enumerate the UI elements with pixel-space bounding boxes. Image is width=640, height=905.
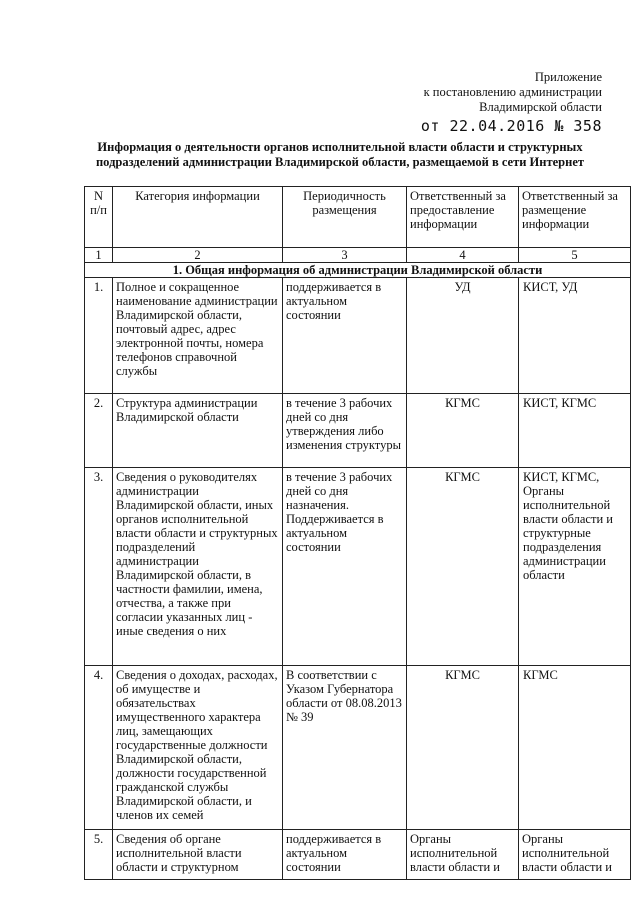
appendix-label: Приложение: [534, 70, 602, 84]
row-placement: КИСТ, КГМС: [519, 394, 631, 468]
decree-date: от 22.04.2016 № 358: [420, 117, 602, 135]
column-number-row: [85, 248, 631, 263]
row-period: поддерживается в актуальном состоянии: [283, 830, 407, 880]
col-number: 4: [407, 248, 519, 263]
table-row: [85, 666, 631, 830]
row-num: 5.: [85, 830, 113, 880]
table-header-row: [85, 187, 631, 248]
col-number: 1: [85, 248, 113, 263]
row-category: Сведения об органе исполнительной власти области и структурном: [113, 830, 283, 880]
header-num: N п/п: [85, 187, 113, 248]
col-number: 3: [283, 248, 407, 263]
row-num: 4.: [85, 666, 113, 830]
table-row: [85, 830, 631, 880]
info-table: [84, 186, 631, 880]
row-category: Сведения о доходах, расходах, об имуществе и обязательствах имущественного характера лиц, замещающих государственные должности Владимирской области, должности государственной гражданской службы Владимирской области, и членов их семей: [113, 666, 283, 830]
title-line-2: подразделений администрации Владимирской области, размещаемой в сети Интернет: [95, 155, 585, 169]
row-period: в течение 3 рабочих дней со дня утверждения либо изменения структуры: [283, 394, 407, 468]
appendix-decree: к постановлению администрации: [423, 85, 602, 99]
row-period: поддерживается в актуальном состоянии: [283, 278, 407, 394]
row-responsible: КГМС: [407, 394, 519, 468]
section-title: 1. Общая информация об администрации Владимирской области: [85, 263, 631, 278]
row-category: Структура администрации Владимирской области: [113, 394, 283, 468]
row-num: 1.: [85, 278, 113, 394]
row-num: 2.: [85, 394, 113, 468]
header-placement: Ответственный за размещение информации: [519, 187, 631, 248]
row-responsible: КГМС: [407, 666, 519, 830]
table-row: [85, 394, 631, 468]
header-category: Категория информации: [113, 187, 283, 248]
header-responsible: Ответственный за предоставление информации: [407, 187, 519, 248]
row-period: в течение 3 рабочих дней со дня назначения. Поддерживается в актуальном состоянии: [283, 468, 407, 666]
col-number: 5: [519, 248, 631, 263]
row-placement: КГМС: [519, 666, 631, 830]
table-row: [85, 468, 631, 666]
row-placement: КИСТ, КГМС, Органы исполнительной власти области и структурные подразделения администрации области: [519, 468, 631, 666]
row-category: Сведения о руководителях администрации Владимирской области, иных органов исполнительной власти области и структурных подразделений администрации Владимирской области, в частности фамилии, имена, отчества, а также при согласии указанных лиц - иные сведения о них: [113, 468, 283, 666]
header-period: Периодичность размещения: [283, 187, 407, 248]
row-category: Полное и сокращенное наименование администрации Владимирской области, почтовый адрес, адрес электронной почты, номера телефонов справочной службы: [113, 278, 283, 394]
row-placement: Органы исполнительной власти области и: [519, 830, 631, 880]
col-number: 2: [113, 248, 283, 263]
table-row: [85, 278, 631, 394]
title-line-1: Информация о деятельности органов исполнительной власти области и структурных: [97, 140, 583, 154]
row-num: 3.: [85, 468, 113, 666]
appendix-block: [362, 70, 602, 134]
row-responsible: Органы исполнительной власти области и: [407, 830, 519, 880]
section-row: [85, 263, 631, 278]
row-period: В соответствии с Указом Губернатора области от 08.08.2013 № 39: [283, 666, 407, 830]
document-title: [80, 140, 600, 170]
appendix-region: Владимирской области: [479, 100, 602, 114]
row-responsible: УД: [407, 278, 519, 394]
row-placement: КИСТ, УД: [519, 278, 631, 394]
row-responsible: КГМС: [407, 468, 519, 666]
